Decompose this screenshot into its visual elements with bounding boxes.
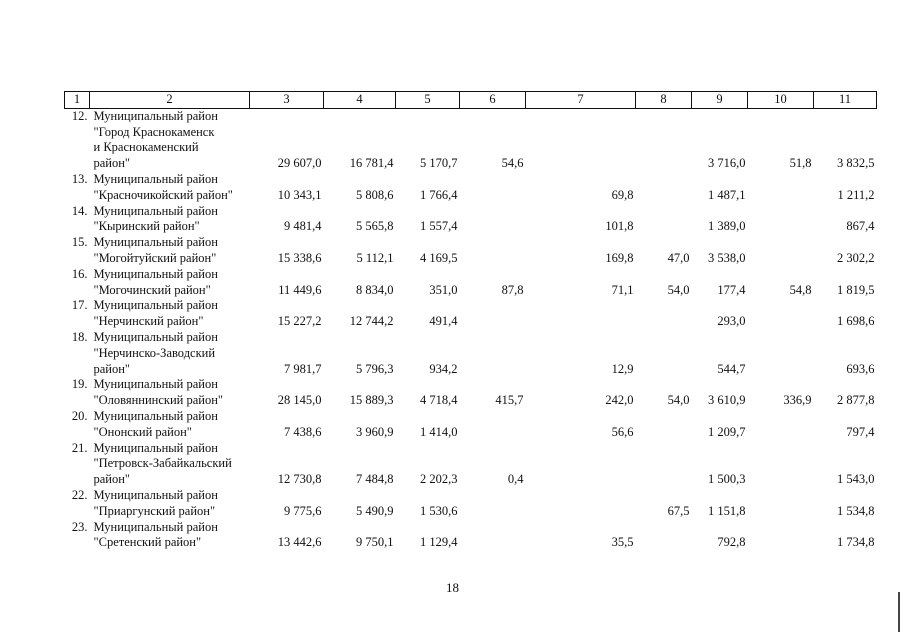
district-name-line: район" xyxy=(93,472,131,487)
value-cell-col-4: 5 112,1 xyxy=(356,250,394,265)
district-name-line: "Оловяннинский район" xyxy=(93,393,224,408)
table-header-row xyxy=(65,92,877,109)
value-cell-col-10 xyxy=(748,172,814,204)
value-cell-col-9: 1 500,3 xyxy=(708,472,746,487)
district-name xyxy=(90,441,250,488)
row-number: 20. xyxy=(71,408,88,423)
district-name xyxy=(90,409,250,441)
table-row xyxy=(65,235,877,267)
value-cell-col-10 xyxy=(748,235,814,267)
row-number: 12. xyxy=(71,108,88,123)
value-cell-col-3: 11 449,6 xyxy=(278,282,322,297)
value-cell-col-6 xyxy=(460,235,526,267)
column-header-9: 9 xyxy=(692,92,748,109)
value-cell-col-7: 12,9 xyxy=(611,361,634,376)
value-cell-col-7: 169,8 xyxy=(605,250,634,265)
value-cell-col-3: 12 730,8 xyxy=(277,472,322,487)
value-cell-col-8: 47,0 xyxy=(667,250,690,265)
value-cell-col-9: 544,7 xyxy=(717,361,746,376)
value-cell-col-10: 336,9 xyxy=(783,393,812,408)
value-cell-col-5: 1 414,0 xyxy=(420,424,458,439)
table-row xyxy=(65,267,877,299)
value-cell-col-3: 7 438,6 xyxy=(284,424,322,439)
table-row xyxy=(65,108,877,172)
district-name-line: и Краснокаменский xyxy=(93,140,199,155)
value-cell-col-7: 101,8 xyxy=(605,219,634,234)
value-cell-col-11: 2 877,8 xyxy=(837,393,875,408)
value-cell-col-3: 7 981,7 xyxy=(284,361,322,376)
value-cell-col-4: 7 484,8 xyxy=(356,472,394,487)
value-cell-col-8 xyxy=(636,520,692,552)
district-name-line: "Сретенский район" xyxy=(93,535,202,550)
district-name xyxy=(90,235,250,267)
value-cell-col-10 xyxy=(748,520,814,552)
row-number: 23. xyxy=(71,519,88,534)
row-number: 16. xyxy=(71,266,88,281)
value-cell-col-6 xyxy=(460,330,526,377)
budget-table xyxy=(64,91,877,551)
value-cell-col-5: 5 170,7 xyxy=(420,156,458,171)
value-cell-col-11: 867,4 xyxy=(846,219,875,234)
district-name-line: Муниципальный район xyxy=(93,171,218,186)
value-cell-col-6: 87,8 xyxy=(501,282,524,297)
district-name-line: "Приаргунский район" xyxy=(93,503,216,518)
value-cell-col-8 xyxy=(636,204,692,236)
district-name-line: Муниципальный район xyxy=(93,235,218,250)
value-cell-col-4: 5 490,9 xyxy=(356,503,394,518)
value-cell-col-11: 1 734,8 xyxy=(837,535,875,550)
row-number: 18. xyxy=(71,329,88,344)
value-cell-col-5: 351,0 xyxy=(429,282,458,297)
district-name xyxy=(90,108,250,172)
row-number: 17. xyxy=(71,298,88,313)
value-cell-col-8 xyxy=(636,330,692,377)
value-cell-col-11: 693,6 xyxy=(846,361,875,376)
district-name xyxy=(90,520,250,552)
value-cell-col-8: 54,0 xyxy=(667,393,690,408)
value-cell-col-10: 54,8 xyxy=(789,282,812,297)
value-cell-col-10 xyxy=(748,204,814,236)
value-cell-col-9: 177,4 xyxy=(717,282,746,297)
value-cell-col-4: 3 960,9 xyxy=(356,424,394,439)
value-cell-col-4: 12 744,2 xyxy=(349,314,394,329)
district-name-line: район" xyxy=(93,361,131,376)
district-name-line: Муниципальный район xyxy=(93,377,218,392)
district-name-line: Муниципальный район xyxy=(93,440,218,455)
value-cell-col-9: 3 610,9 xyxy=(708,393,746,408)
district-name-line: "Красночикойский район" xyxy=(93,187,233,202)
row-number: 19. xyxy=(71,377,88,392)
value-cell-col-3: 28 145,0 xyxy=(277,393,322,408)
value-cell-col-5: 934,2 xyxy=(429,361,458,376)
table-row xyxy=(65,298,877,330)
value-cell-col-10: 51,8 xyxy=(789,156,812,171)
value-cell-col-5: 1 129,4 xyxy=(420,535,458,550)
column-header-10: 10 xyxy=(748,92,814,109)
district-name xyxy=(90,204,250,236)
value-cell-col-6: 415,7 xyxy=(495,393,524,408)
value-cell-col-8 xyxy=(636,409,692,441)
district-name-line: район" xyxy=(93,156,131,171)
district-name-line: Муниципальный район xyxy=(93,408,218,423)
value-cell-col-3: 10 343,1 xyxy=(277,187,322,202)
value-cell-col-3: 13 442,6 xyxy=(277,535,322,550)
district-name-line: Муниципальный район xyxy=(93,266,218,281)
value-cell-col-6: 54,6 xyxy=(501,156,524,171)
district-name-line: "Нерчинский район" xyxy=(93,314,204,329)
value-cell-col-4: 8 834,0 xyxy=(356,282,394,297)
column-header-3: 3 xyxy=(250,92,324,109)
value-cell-col-8 xyxy=(636,172,692,204)
value-cell-col-7: 71,1 xyxy=(611,282,634,297)
row-number: 15. xyxy=(71,235,88,250)
value-cell-col-11: 3 832,5 xyxy=(837,156,875,171)
value-cell-col-8 xyxy=(636,298,692,330)
district-name-line: "Могочинский район" xyxy=(93,282,211,297)
value-cell-col-5: 1 557,4 xyxy=(420,219,458,234)
value-cell-col-6 xyxy=(460,520,526,552)
value-cell-col-4: 5 565,8 xyxy=(356,219,394,234)
value-cell-col-9: 293,0 xyxy=(717,314,746,329)
table-row xyxy=(65,330,877,377)
row-number: 13. xyxy=(71,171,88,186)
scan-edge-mark xyxy=(898,592,900,632)
column-header-8: 8 xyxy=(636,92,692,109)
value-cell-col-10 xyxy=(748,330,814,377)
table-row xyxy=(65,488,877,520)
value-cell-col-11: 1 819,5 xyxy=(837,282,875,297)
district-name-line: Муниципальный район xyxy=(93,298,218,313)
value-cell-col-7 xyxy=(526,441,636,488)
district-name-line: "Могойтуйский район" xyxy=(93,250,217,265)
value-cell-col-7 xyxy=(526,488,636,520)
district-name xyxy=(90,172,250,204)
value-cell-col-9: 1 487,1 xyxy=(708,187,746,202)
value-cell-col-6 xyxy=(460,204,526,236)
value-cell-col-6 xyxy=(460,409,526,441)
district-name-line: Муниципальный район xyxy=(93,329,218,344)
value-cell-col-7 xyxy=(526,108,636,172)
value-cell-col-6 xyxy=(460,488,526,520)
value-cell-col-11: 1 534,8 xyxy=(837,503,875,518)
district-name xyxy=(90,330,250,377)
table-row xyxy=(65,204,877,236)
district-name xyxy=(90,377,250,409)
value-cell-col-5: 4 169,5 xyxy=(420,250,458,265)
district-name-line: "Кыринский район" xyxy=(93,219,200,234)
value-cell-col-10 xyxy=(748,409,814,441)
column-header-11: 11 xyxy=(814,92,877,109)
district-name xyxy=(90,298,250,330)
district-name-line: "Ононский район" xyxy=(93,424,192,439)
value-cell-col-7: 69,8 xyxy=(611,187,634,202)
district-name-line: Муниципальный район xyxy=(93,519,218,534)
row-number: 22. xyxy=(71,487,88,502)
column-header-7: 7 xyxy=(526,92,636,109)
value-cell-col-9: 1 209,7 xyxy=(708,424,746,439)
value-cell-col-10 xyxy=(748,488,814,520)
value-cell-col-7: 35,5 xyxy=(611,535,634,550)
value-cell-col-5: 2 202,3 xyxy=(420,472,458,487)
value-cell-col-11: 1 698,6 xyxy=(837,314,875,329)
value-cell-col-7: 56,6 xyxy=(611,424,634,439)
value-cell-col-5: 491,4 xyxy=(429,314,458,329)
value-cell-col-6 xyxy=(460,172,526,204)
table-row xyxy=(65,409,877,441)
table-row xyxy=(65,441,877,488)
row-number: 21. xyxy=(71,440,88,455)
value-cell-col-11: 2 302,2 xyxy=(837,250,875,265)
table-row xyxy=(65,377,877,409)
value-cell-col-7 xyxy=(526,298,636,330)
value-cell-col-9: 1 389,0 xyxy=(708,219,746,234)
value-cell-col-9: 792,8 xyxy=(717,535,746,550)
value-cell-col-9: 3 538,0 xyxy=(708,250,746,265)
value-cell-col-4: 5 808,6 xyxy=(356,187,394,202)
value-cell-col-9: 1 151,8 xyxy=(708,503,746,518)
value-cell-col-8: 54,0 xyxy=(667,282,690,297)
district-name-line: "Петровск-Забайкальский xyxy=(93,456,232,471)
table-body xyxy=(65,108,877,551)
value-cell-col-3: 15 227,2 xyxy=(277,314,322,329)
value-cell-col-4: 16 781,4 xyxy=(349,156,394,171)
value-cell-col-8 xyxy=(636,441,692,488)
district-name-line: Муниципальный район xyxy=(93,108,218,123)
value-cell-col-6: 0,4 xyxy=(507,472,524,487)
value-cell-col-9: 3 716,0 xyxy=(708,156,746,171)
value-cell-col-11: 797,4 xyxy=(846,424,875,439)
value-cell-col-5: 1 530,6 xyxy=(420,503,458,518)
district-name xyxy=(90,267,250,299)
value-cell-col-6 xyxy=(460,298,526,330)
page-number: 18 xyxy=(446,580,459,595)
row-number: 14. xyxy=(71,203,88,218)
district-name xyxy=(90,488,250,520)
value-cell-col-7: 242,0 xyxy=(605,393,634,408)
value-cell-col-8: 67,5 xyxy=(667,503,690,518)
column-header-5: 5 xyxy=(396,92,460,109)
value-cell-col-4: 9 750,1 xyxy=(356,535,394,550)
value-cell-col-5: 4 718,4 xyxy=(420,393,458,408)
district-name-line: Муниципальный район xyxy=(93,203,218,218)
district-name-line: Муниципальный район xyxy=(93,487,218,502)
value-cell-col-10 xyxy=(748,298,814,330)
value-cell-col-11: 1 211,2 xyxy=(837,187,875,202)
column-header-2: 2 xyxy=(90,92,250,109)
table-row xyxy=(65,520,877,552)
value-cell-col-4: 5 796,3 xyxy=(356,361,394,376)
district-name-line: "Нерчинско-Заводский xyxy=(93,345,216,360)
column-header-1: 1 xyxy=(65,92,90,109)
value-cell-col-3: 15 338,6 xyxy=(277,250,322,265)
district-name-line: "Город Краснокаменск xyxy=(93,124,215,139)
value-cell-col-3: 9 775,6 xyxy=(284,503,322,518)
value-cell-col-3: 29 607,0 xyxy=(277,156,322,171)
table-row xyxy=(65,172,877,204)
value-cell-col-8 xyxy=(636,108,692,172)
value-cell-col-5: 1 766,4 xyxy=(420,187,458,202)
value-cell-col-4: 15 889,3 xyxy=(349,393,394,408)
value-cell-col-3: 9 481,4 xyxy=(284,219,322,234)
value-cell-col-10 xyxy=(748,441,814,488)
column-header-6: 6 xyxy=(460,92,526,109)
value-cell-col-11: 1 543,0 xyxy=(837,472,875,487)
column-header-4: 4 xyxy=(324,92,396,109)
